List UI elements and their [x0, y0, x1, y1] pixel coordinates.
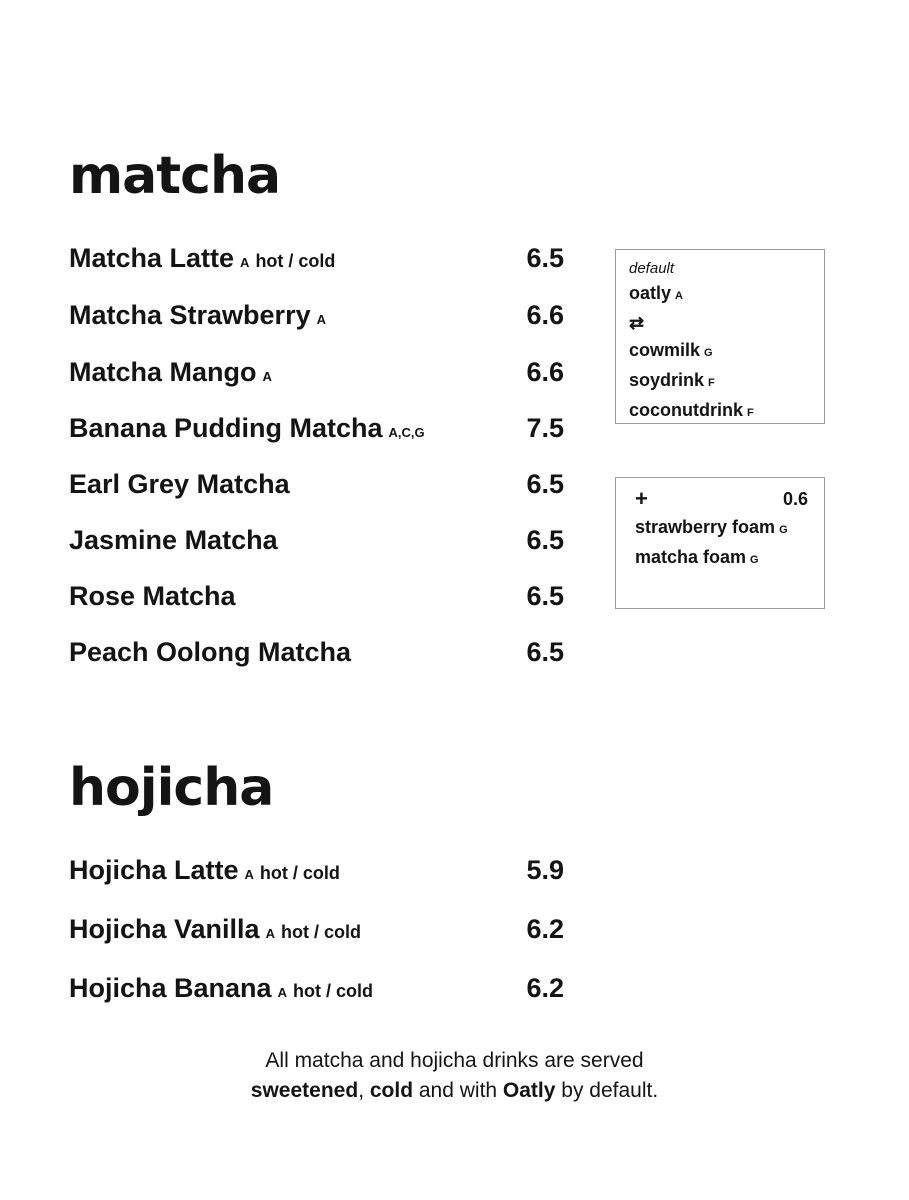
- milk-name: coconutdrink: [629, 400, 744, 420]
- item-name: Matcha Latte: [69, 243, 235, 273]
- footer-cold: cold: [369, 1079, 414, 1102]
- addon-item: [635, 544, 824, 574]
- item-name: Hojicha Vanilla: [69, 914, 260, 944]
- allergen-tag: A,C,G: [388, 425, 425, 440]
- footer-by-default: by default.: [555, 1079, 659, 1102]
- item-name: Hojicha Banana: [69, 973, 272, 1003]
- item-name: Jasmine Matcha: [69, 525, 278, 555]
- menu-item-matcha-mango: [69, 356, 564, 392]
- item-name: Matcha Mango: [69, 357, 257, 387]
- menu-item-earl-grey-matcha: [69, 468, 564, 504]
- allergen-tag: A: [265, 926, 275, 941]
- item-price: 6.2: [526, 973, 564, 1003]
- allergen-tag: G: [750, 554, 759, 566]
- allergen-tag: A: [244, 867, 254, 882]
- allergen-tag: A: [262, 369, 272, 384]
- item-name: Matcha Strawberry: [69, 300, 311, 330]
- allergen-tag: F: [747, 407, 754, 419]
- footer-line-2: [0, 1076, 909, 1106]
- item-name: Earl Grey Matcha: [69, 469, 290, 499]
- addon-price: 0.6: [782, 489, 808, 509]
- temperature-option: hot / cold: [292, 981, 373, 1001]
- menu-item-hojicha-banana: [69, 972, 564, 1008]
- footer-and-with: and with: [413, 1079, 503, 1102]
- footer-oatly: Oatly: [502, 1079, 556, 1102]
- item-name: Rose Matcha: [69, 581, 236, 611]
- menu-item-matcha-latte: [69, 242, 564, 278]
- milk-name: oatly: [629, 283, 672, 303]
- addon-options-box: [615, 477, 825, 609]
- temperature-option: hot / cold: [259, 863, 340, 883]
- allergen-tag: G: [704, 347, 713, 359]
- hojicha-section-title: hojicha: [69, 758, 274, 818]
- allergen-tag: A: [277, 985, 287, 1000]
- addon-name: strawberry foam: [635, 517, 776, 537]
- item-price: 6.5: [526, 581, 564, 611]
- item-name: Hojicha Latte: [69, 855, 239, 885]
- milk-alternative: [629, 367, 824, 397]
- matcha-section-title: matcha: [69, 146, 281, 206]
- milk-options-box: [615, 249, 825, 424]
- allergen-tag: A: [675, 290, 683, 302]
- item-price: 7.5: [526, 413, 564, 443]
- allergen-tag: G: [779, 524, 788, 536]
- milk-alternative: [629, 397, 824, 427]
- menu-item-rose-matcha: [69, 580, 564, 616]
- item-price: 6.5: [526, 525, 564, 555]
- swap-icon: ⇄: [629, 313, 645, 333]
- addon-name: matcha foam: [635, 547, 747, 567]
- menu-item-jasmine-matcha: [69, 524, 564, 560]
- item-name: Peach Oolong Matcha: [69, 637, 352, 667]
- item-price: 6.6: [526, 357, 564, 387]
- default-label: default: [629, 260, 675, 277]
- allergen-tag: A: [316, 312, 326, 327]
- milk-name: cowmilk: [629, 340, 701, 360]
- temperature-option: hot / cold: [255, 251, 336, 271]
- addon-item: [635, 514, 824, 544]
- item-price: 6.2: [526, 914, 564, 944]
- item-price: 6.5: [526, 469, 564, 499]
- footer-note: [0, 1046, 909, 1106]
- menu-item-hojicha-latte: [69, 854, 564, 890]
- menu-item-peach-oolong-matcha: [69, 636, 564, 672]
- item-name: Banana Pudding Matcha: [69, 413, 383, 443]
- item-price: 6.6: [526, 300, 564, 330]
- plus-icon: +: [635, 486, 648, 511]
- item-price: 6.5: [526, 637, 564, 667]
- allergen-tag: F: [708, 377, 715, 389]
- footer-line-1: All matcha and hojicha drinks are served: [265, 1049, 644, 1072]
- footer-sweetened: sweetened: [250, 1079, 359, 1102]
- item-price: 5.9: [526, 855, 564, 885]
- allergen-tag: A: [240, 255, 250, 270]
- addon-header: [635, 485, 808, 514]
- temperature-option: hot / cold: [280, 922, 361, 942]
- menu-item-banana-pudding-matcha: [69, 412, 564, 448]
- item-price: 6.5: [526, 243, 564, 273]
- default-milk: [629, 280, 824, 310]
- milk-name: soydrink: [629, 370, 705, 390]
- footer-comma: ,: [358, 1079, 370, 1102]
- milk-alternative: [629, 337, 824, 367]
- menu-item-matcha-strawberry: [69, 299, 564, 335]
- menu-item-hojicha-vanilla: [69, 913, 564, 949]
